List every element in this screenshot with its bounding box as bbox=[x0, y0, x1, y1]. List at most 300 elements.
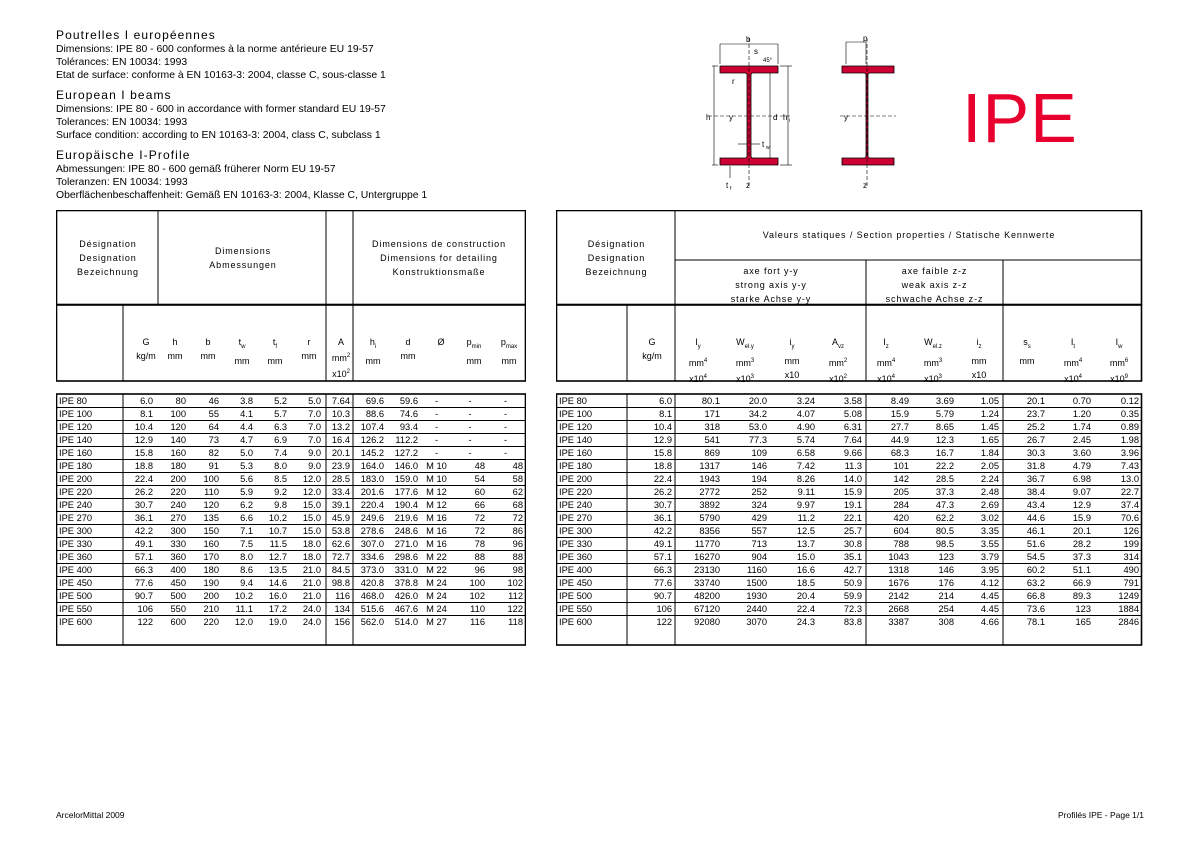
value-cell: 420 bbox=[865, 512, 912, 525]
table-row bbox=[56, 538, 526, 551]
rcol-Wely bbox=[723, 335, 767, 386]
value-cell: 31.8 bbox=[1002, 460, 1048, 473]
table-row bbox=[556, 603, 1142, 616]
value-cell: 1160 bbox=[723, 564, 770, 577]
value-cell: 55 bbox=[189, 408, 222, 421]
col-phi-sym: Ø bbox=[437, 337, 445, 347]
designation-cell: IPE 270 bbox=[56, 512, 123, 525]
value-cell: 3.96 bbox=[1094, 447, 1142, 460]
value-cell: 106 bbox=[123, 603, 156, 616]
value-cell: 4.45 bbox=[957, 590, 1002, 603]
value-cell: 6.6 bbox=[222, 512, 256, 525]
value-cell: 16.7 bbox=[912, 447, 957, 460]
value-cell: 210 bbox=[189, 603, 222, 616]
value-cell: 100 bbox=[455, 577, 488, 590]
diag-p-label: p bbox=[863, 34, 868, 43]
value-cell: 1.98 bbox=[1094, 434, 1142, 447]
rcol-Iw bbox=[1097, 335, 1141, 386]
value-cell: 15.0 bbox=[290, 499, 324, 512]
value-cell: 19.1 bbox=[818, 499, 865, 512]
value-cell: 9.11 bbox=[770, 486, 818, 499]
value-cell: 3387 bbox=[888, 617, 909, 627]
value-cell: 54 bbox=[455, 473, 488, 486]
value-cell: 49.1 bbox=[123, 538, 156, 551]
value-cell: 13.5 bbox=[256, 564, 290, 577]
value-cell: 48 bbox=[488, 460, 526, 473]
designation-cell: IPE 240 bbox=[56, 499, 123, 512]
value-cell: 557 bbox=[723, 525, 770, 538]
col-tf-unit: mm bbox=[267, 355, 283, 366]
fr-line-1: Dimensions: IPE 80 - 600 conformes à la norme antérieure EU 19-57 bbox=[56, 44, 374, 55]
designation-cell: IPE 120 bbox=[56, 421, 123, 434]
rcol-Iz bbox=[864, 335, 908, 386]
value-cell: 15.9 bbox=[1048, 512, 1094, 525]
value-cell: 80 bbox=[156, 395, 189, 408]
value-cell: M 24 bbox=[421, 590, 455, 603]
col-r bbox=[294, 335, 324, 363]
value-cell: 106 bbox=[627, 603, 675, 616]
value-cell: 37.4 bbox=[1094, 499, 1142, 512]
value-cell: 73 bbox=[189, 434, 222, 447]
value-cell: 120 bbox=[189, 499, 222, 512]
rcol-ss-sub: s bbox=[1027, 343, 1031, 350]
value-cell: 13.2 bbox=[324, 421, 353, 434]
value-cell: M 24 bbox=[421, 603, 455, 616]
value-cell: 50.9 bbox=[818, 577, 865, 590]
strong-en: strong axis y-y bbox=[735, 280, 807, 290]
value-cell: 200 bbox=[189, 590, 222, 603]
value-cell: 107.4 bbox=[353, 421, 387, 434]
col-pmax-sub: max bbox=[505, 343, 518, 350]
value-cell: - bbox=[488, 408, 526, 421]
rcol-Wely-sub: el.y bbox=[744, 343, 754, 350]
rcol-Welz-unit: mm bbox=[923, 357, 939, 368]
value-cell: 62.6 bbox=[324, 538, 353, 551]
value-cell: 11.2 bbox=[770, 512, 818, 525]
value-cell: 68 bbox=[488, 499, 526, 512]
rcol-ss-sym: s bbox=[1023, 337, 1028, 347]
col-h bbox=[160, 335, 190, 363]
value-cell: 284 bbox=[865, 499, 912, 512]
value-cell: 3.24 bbox=[770, 395, 818, 408]
value-cell: 51.6 bbox=[1002, 538, 1048, 551]
value-cell: 21.0 bbox=[290, 577, 324, 590]
value-cell: 101 bbox=[865, 460, 912, 473]
value-cell: 30.7 bbox=[123, 499, 156, 512]
value-cell: M 16 bbox=[421, 538, 455, 551]
value-cell: 360 bbox=[156, 551, 189, 564]
value-cell: M 16 bbox=[421, 525, 455, 538]
col-A-sym: A bbox=[337, 337, 344, 347]
value-cell: 24.0 bbox=[290, 603, 324, 616]
value-cell: 5.0 bbox=[222, 447, 256, 460]
value-cell: 10.2 bbox=[222, 590, 256, 603]
construction-fr: Dimensions de construction bbox=[372, 239, 506, 249]
weak-de: schwache Achse z-z bbox=[885, 294, 984, 304]
value-cell: 22.7 bbox=[1094, 486, 1142, 499]
table-row bbox=[556, 525, 1142, 538]
value-cell: 146 bbox=[912, 564, 957, 577]
value-cell: 378.8 bbox=[387, 577, 421, 590]
value-cell: 66.9 bbox=[1048, 577, 1094, 590]
title-fr: Poutrelles I européennes bbox=[56, 28, 216, 42]
col-r-sym: r bbox=[307, 337, 311, 347]
value-cell: 604 bbox=[865, 525, 912, 538]
value-cell: 12.0 bbox=[234, 617, 253, 627]
designation-cell: IPE 80 bbox=[556, 395, 627, 408]
value-cell: M 22 bbox=[421, 564, 455, 577]
value-cell: 6.0 bbox=[123, 395, 156, 408]
value-cell: 240 bbox=[156, 499, 189, 512]
value-cell: 1884 bbox=[1094, 603, 1142, 616]
rcol-Iy-mult-sup: 4 bbox=[703, 373, 707, 380]
diag-tw-label: t bbox=[762, 140, 765, 149]
rcol-G-sym: G bbox=[648, 337, 656, 347]
value-cell: 9.2 bbox=[256, 486, 290, 499]
value-cell: 249.6 bbox=[353, 512, 387, 525]
col-hi-sym: h bbox=[369, 337, 375, 347]
value-cell: 22.2 bbox=[912, 460, 957, 473]
value-cell: 9.07 bbox=[1048, 486, 1094, 499]
value-cell: 123 bbox=[1048, 603, 1094, 616]
value-cell: 248.6 bbox=[387, 525, 421, 538]
value-cell: 183.0 bbox=[353, 473, 387, 486]
value-cell: 80.5 bbox=[912, 525, 957, 538]
col-G-unit: kg/m bbox=[136, 351, 156, 361]
value-cell: 159.0 bbox=[387, 473, 421, 486]
value-cell: 26.7 bbox=[1002, 434, 1048, 447]
value-cell: 20.1 bbox=[1002, 395, 1048, 408]
value-cell: 2.24 bbox=[957, 473, 1002, 486]
value-cell: 1.20 bbox=[1048, 408, 1094, 421]
rcol-It-unit: mm bbox=[1063, 357, 1079, 368]
value-cell: 66.3 bbox=[123, 564, 156, 577]
value-cell: 5.9 bbox=[222, 486, 256, 499]
value-cell: 1317 bbox=[675, 460, 723, 473]
value-cell: 869 bbox=[675, 447, 723, 460]
designation-cell: IPE 400 bbox=[556, 564, 627, 577]
value-cell: 63.2 bbox=[1002, 577, 1048, 590]
value-cell: 102 bbox=[488, 577, 526, 590]
value-cell: 39.1 bbox=[324, 499, 353, 512]
value-cell: 194 bbox=[723, 473, 770, 486]
diag-s-label: s bbox=[754, 47, 758, 56]
value-cell: 18.8 bbox=[123, 460, 156, 473]
value-cell: 96 bbox=[455, 564, 488, 577]
value-cell: 78.1 bbox=[1026, 617, 1045, 627]
value-cell: 0.12 bbox=[1094, 395, 1142, 408]
value-cell: 10.7 bbox=[256, 525, 290, 538]
value-cell: 43.4 bbox=[1002, 499, 1048, 512]
value-cell: 324 bbox=[723, 499, 770, 512]
value-cell: 400 bbox=[156, 564, 189, 577]
value-cell: 53.0 bbox=[723, 421, 770, 434]
table-row bbox=[556, 590, 1142, 603]
value-cell: 200 bbox=[156, 473, 189, 486]
value-cell: 330 bbox=[156, 538, 189, 551]
value-cell: 93.4 bbox=[387, 421, 421, 434]
value-cell: 7.0 bbox=[290, 421, 324, 434]
value-cell: 145.2 bbox=[353, 447, 387, 460]
value-cell: 6.2 bbox=[222, 499, 256, 512]
value-cell: 12.9 bbox=[627, 434, 675, 447]
value-cell: 64 bbox=[189, 421, 222, 434]
designation-cell: IPE 450 bbox=[56, 577, 123, 590]
col-pmin bbox=[459, 335, 489, 368]
table-row bbox=[56, 447, 526, 460]
value-cell: 1500 bbox=[723, 577, 770, 590]
value-cell: 1943 bbox=[675, 473, 723, 486]
designation-cell: IPE 600 bbox=[59, 617, 93, 627]
rcol-Welz-sub: el.z bbox=[932, 343, 942, 350]
value-cell: 72.3 bbox=[818, 603, 865, 616]
rcol-Avz-sup: 2 bbox=[843, 357, 848, 364]
value-cell: 177.6 bbox=[387, 486, 421, 499]
value-cell: 6.31 bbox=[818, 421, 865, 434]
value-cell: 16.0 bbox=[256, 590, 290, 603]
value-cell: 77.6 bbox=[627, 577, 675, 590]
rcol-Iw-mult-sup: 9 bbox=[1124, 373, 1128, 380]
table-row bbox=[56, 590, 526, 603]
value-cell: 123 bbox=[912, 551, 957, 564]
value-cell: 1.24 bbox=[957, 408, 1002, 421]
table-row bbox=[556, 434, 1142, 447]
de-line-3: Oberflächenbeschaffenheit: Gemäß EN 10163-3: 2004, Klasse C, Untergruppe 1 bbox=[56, 190, 428, 201]
value-cell: M 16 bbox=[421, 512, 455, 525]
construction-header bbox=[354, 237, 524, 279]
value-cell: 91 bbox=[189, 460, 222, 473]
value-cell: 3892 bbox=[675, 499, 723, 512]
table-row bbox=[556, 616, 1142, 629]
value-cell: 118 bbox=[508, 617, 523, 627]
value-cell: 25.2 bbox=[1002, 421, 1048, 434]
table-row bbox=[56, 460, 526, 473]
value-cell: 426.0 bbox=[387, 590, 421, 603]
value-cell: 122 bbox=[137, 617, 153, 627]
value-cell: 254 bbox=[912, 603, 957, 616]
rcol-iy-sym: i bbox=[789, 337, 792, 347]
designation-cell: IPE 360 bbox=[556, 551, 627, 564]
value-cell: 24.0 bbox=[302, 617, 321, 627]
value-cell: 562.0 bbox=[360, 617, 384, 627]
value-cell: 8.6 bbox=[222, 564, 256, 577]
left-designation-fr: Désignation bbox=[79, 239, 137, 249]
value-cell: 46 bbox=[189, 395, 222, 408]
rcol-Wely-mult: x10 bbox=[736, 373, 751, 384]
value-cell: 6.98 bbox=[1048, 473, 1094, 486]
value-cell: 6.3 bbox=[256, 421, 290, 434]
value-cell: - bbox=[455, 447, 488, 460]
en-line-3: Surface condition: according to EN 10163-3: 2004, class C, subclass 1 bbox=[56, 130, 381, 141]
designation-cell: IPE 450 bbox=[556, 577, 627, 590]
rcol-iy-unit: mm bbox=[784, 355, 800, 366]
value-cell: 7.42 bbox=[770, 460, 818, 473]
value-cell: 3.79 bbox=[957, 551, 1002, 564]
value-cell: M 22 bbox=[421, 551, 455, 564]
value-cell: 109 bbox=[723, 447, 770, 460]
value-cell: 37.3 bbox=[912, 486, 957, 499]
value-cell: 48 bbox=[455, 460, 488, 473]
diag-b-label: b bbox=[746, 35, 751, 44]
value-cell: 16.4 bbox=[324, 434, 353, 447]
construction-de: Konstruktionsmaße bbox=[392, 267, 486, 277]
col-A-unit: mm bbox=[331, 353, 347, 363]
value-cell: 0.35 bbox=[1094, 408, 1142, 421]
value-cell: 171 bbox=[675, 408, 723, 421]
title-de: Europäische I-Profile bbox=[56, 148, 191, 162]
rcol-Avz bbox=[816, 335, 860, 386]
value-cell: 26.2 bbox=[627, 486, 675, 499]
value-cell: 1930 bbox=[723, 590, 770, 603]
value-cell: 7.1 bbox=[222, 525, 256, 538]
value-cell: 278.6 bbox=[353, 525, 387, 538]
value-cell: 112 bbox=[488, 590, 526, 603]
value-cell: 72 bbox=[455, 512, 488, 525]
value-cell: 3.69 bbox=[912, 395, 957, 408]
rcol-ss bbox=[1005, 335, 1049, 368]
col-A-mult: x10 bbox=[332, 369, 347, 379]
value-cell: - bbox=[455, 408, 488, 421]
value-cell: 2.45 bbox=[1048, 434, 1094, 447]
en-line-2: Tolerances: EN 10034: 1993 bbox=[56, 117, 188, 128]
value-cell: 0.70 bbox=[1048, 395, 1094, 408]
de-line-1: Abmessungen: IPE 80 - 600 gemäß früherer Norm EU 19-57 bbox=[56, 164, 336, 175]
designation-cell: IPE 240 bbox=[556, 499, 627, 512]
value-cell: 6.9 bbox=[256, 434, 290, 447]
de-line-2: Toleranzen: EN 10034: 1993 bbox=[56, 177, 188, 188]
col-pmax-sym: p bbox=[500, 337, 506, 347]
value-cell: 205 bbox=[865, 486, 912, 499]
value-cell: 8.65 bbox=[912, 421, 957, 434]
col-h-unit: mm bbox=[167, 351, 183, 361]
designation-cell: IPE 140 bbox=[56, 434, 123, 447]
value-cell: 4.45 bbox=[957, 603, 1002, 616]
value-cell: 3070 bbox=[746, 617, 767, 627]
table-row bbox=[56, 616, 526, 629]
value-cell: - bbox=[455, 395, 488, 408]
value-cell: 36.7 bbox=[1002, 473, 1048, 486]
strong-de: starke Achse y-y bbox=[730, 294, 812, 304]
value-cell: 73.6 bbox=[1002, 603, 1048, 616]
value-cell: 12.0 bbox=[290, 473, 324, 486]
value-cell: 72.7 bbox=[324, 551, 353, 564]
construction-en: Dimensions for detailing bbox=[380, 253, 498, 263]
intro-block bbox=[56, 28, 616, 202]
rcol-Avz-sym: A bbox=[831, 337, 838, 347]
value-cell: 1.65 bbox=[957, 434, 1002, 447]
diag-hi-sub: i bbox=[789, 118, 791, 124]
designation-cell: IPE 500 bbox=[556, 590, 627, 603]
value-cell: 35.1 bbox=[818, 551, 865, 564]
rcol-Iz-mult-sup: 4 bbox=[891, 373, 895, 380]
rcol-Iw-unit: mm bbox=[1109, 357, 1125, 368]
value-cell: 4.4 bbox=[222, 421, 256, 434]
fr-line-2: Tolérances: EN 10034: 1993 bbox=[56, 57, 188, 68]
value-cell: 86 bbox=[488, 525, 526, 538]
table-row bbox=[556, 473, 1142, 486]
designation-cell: IPE 270 bbox=[556, 512, 627, 525]
value-cell: 490 bbox=[1094, 564, 1142, 577]
col-b bbox=[193, 335, 223, 363]
dimensions-fr: Dimensions bbox=[214, 246, 272, 256]
value-cell: 2.48 bbox=[957, 486, 1002, 499]
rcol-iy bbox=[770, 335, 814, 382]
designation-cell: IPE 360 bbox=[56, 551, 123, 564]
value-cell: 126 bbox=[1094, 525, 1142, 538]
table-row bbox=[556, 577, 1142, 590]
table-row bbox=[556, 421, 1142, 434]
value-cell: 3.60 bbox=[1048, 447, 1094, 460]
value-cell: 135 bbox=[189, 512, 222, 525]
value-cell: 514.0 bbox=[394, 617, 418, 627]
col-hi-sub: i bbox=[374, 343, 377, 350]
col-A-mult-sup: 2 bbox=[346, 369, 350, 375]
value-cell: 2846 bbox=[1118, 617, 1139, 627]
designation-cell: IPE 550 bbox=[556, 603, 627, 616]
value-cell: 1.74 bbox=[1048, 421, 1094, 434]
en-line-1: Dimensions: IPE 80 - 600 in accordance with former standard EU 19-57 bbox=[56, 104, 386, 115]
value-cell: 82 bbox=[189, 447, 222, 460]
value-cell: 3.35 bbox=[957, 525, 1002, 538]
value-cell: 9.0 bbox=[290, 447, 324, 460]
designation-cell: IPE 220 bbox=[556, 486, 627, 499]
value-cell: - bbox=[421, 434, 455, 447]
table-row bbox=[556, 551, 1142, 564]
diag-z-label: z bbox=[746, 181, 750, 190]
right-designation-de: Bezeichnung bbox=[585, 267, 648, 277]
rcol-Iy bbox=[676, 335, 720, 386]
rcol-Welz-mult: x10 bbox=[924, 373, 939, 384]
designation-cell: IPE 80 bbox=[56, 395, 123, 408]
static-values-title: Valeurs statiques / Section properties / Statische Kennwerte bbox=[762, 230, 1056, 240]
value-cell: M 12 bbox=[421, 486, 455, 499]
value-cell: 34.2 bbox=[723, 408, 770, 421]
value-cell: 16.6 bbox=[770, 564, 818, 577]
table-row bbox=[56, 395, 526, 408]
rcol-iy-mult: x10 bbox=[784, 369, 800, 380]
value-cell: 308 bbox=[938, 617, 954, 627]
table-row bbox=[556, 538, 1142, 551]
rcol-iz-mult: x10 bbox=[971, 369, 987, 380]
value-cell: 190.4 bbox=[387, 499, 421, 512]
value-cell: 160 bbox=[156, 447, 189, 460]
value-cell: 9.4 bbox=[222, 577, 256, 590]
value-cell: 28.2 bbox=[1048, 538, 1094, 551]
value-cell: 5.0 bbox=[290, 395, 324, 408]
weak-en: weak axis z-z bbox=[901, 280, 968, 290]
col-r-unit: mm bbox=[301, 351, 317, 361]
value-cell: 12.3 bbox=[912, 434, 957, 447]
value-cell: 90.7 bbox=[123, 590, 156, 603]
value-cell: 42.2 bbox=[627, 525, 675, 538]
value-cell: 18.8 bbox=[627, 460, 675, 473]
value-cell: 126.2 bbox=[353, 434, 387, 447]
rcol-Avz-mult-sup: 2 bbox=[843, 373, 847, 380]
value-cell: 72 bbox=[455, 525, 488, 538]
value-cell: M 12 bbox=[421, 499, 455, 512]
value-cell: 7.5 bbox=[222, 538, 256, 551]
diag-hi-label: h bbox=[783, 113, 788, 122]
designation-cell: IPE 100 bbox=[556, 408, 627, 421]
col-d-sym: d bbox=[405, 337, 411, 347]
rcol-iz-unit: mm bbox=[971, 355, 987, 366]
value-cell: M 10 bbox=[421, 473, 455, 486]
value-cell: 20.4 bbox=[770, 590, 818, 603]
value-cell: 150 bbox=[189, 525, 222, 538]
value-cell: 116 bbox=[470, 617, 485, 627]
value-cell: - bbox=[421, 421, 455, 434]
designation-cell: IPE 400 bbox=[56, 564, 123, 577]
